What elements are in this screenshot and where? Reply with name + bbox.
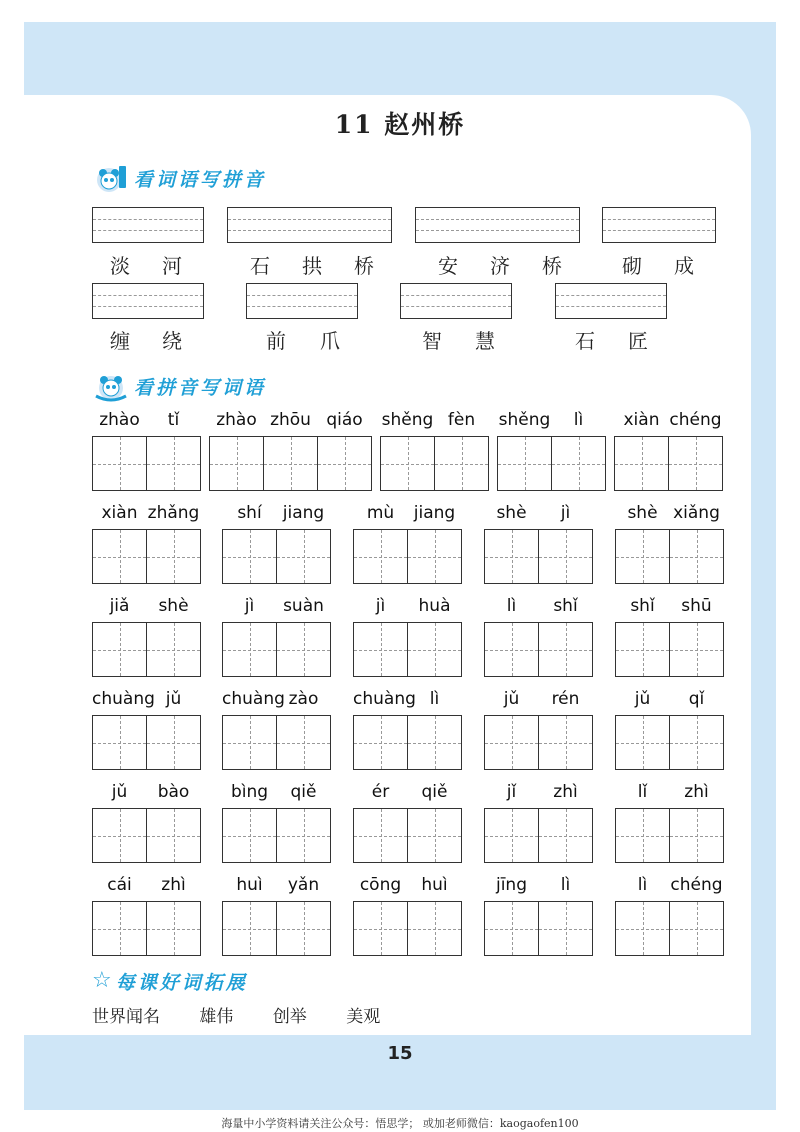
pinyin-syllable: lì <box>506 596 517 616</box>
pinyin-syllable: zhì <box>684 782 709 802</box>
tian-zi-ge-cell[interactable] <box>669 901 724 956</box>
pinyin-syllable: qiě <box>421 782 448 802</box>
character-writing-grid <box>222 715 330 770</box>
pinyin-syllable: rén <box>551 689 580 709</box>
pinyin-syllable: chuàng <box>353 689 416 709</box>
pinyin-syllable: huì <box>236 875 263 895</box>
character-writing-grid <box>484 715 592 770</box>
word-character: 匠 <box>628 329 648 353</box>
pinyin-syllable: xiǎng <box>673 503 720 523</box>
pinyin-syllable: jǔ <box>634 689 651 709</box>
tian-zi-ge-cell[interactable] <box>146 808 201 863</box>
tian-zi-ge-cell[interactable] <box>92 901 147 956</box>
extension-word: 世界闻名 <box>92 1007 160 1027</box>
tian-zi-ge-cell[interactable] <box>92 808 147 863</box>
pinyin-syllable: jì <box>244 596 255 616</box>
tian-zi-ge-cell[interactable] <box>353 529 408 584</box>
pinyin-syllable: jǔ <box>165 689 182 709</box>
pinyin-syllable: jǐ <box>506 782 517 802</box>
tian-zi-ge-cell[interactable] <box>538 808 593 863</box>
tian-zi-ge-cell[interactable] <box>276 715 331 770</box>
character-writing-grid <box>92 622 200 677</box>
word-character: 淡 <box>110 254 130 278</box>
tian-zi-ge-cell[interactable] <box>92 436 147 491</box>
pinyin-writing-box[interactable] <box>92 207 204 243</box>
pinyin-syllable: qǐ <box>688 689 705 709</box>
pinyin-syllable: jiang <box>413 503 456 523</box>
tian-zi-ge-cell[interactable] <box>317 436 372 491</box>
pinyin-syllable: yǎn <box>287 875 320 895</box>
pinyin-syllable: zhì <box>553 782 578 802</box>
tian-zi-ge-cell[interactable] <box>669 808 724 863</box>
pinyin-syllable: bào <box>157 782 190 802</box>
tian-zi-ge-cell[interactable] <box>146 901 201 956</box>
extension-word: 美观 <box>346 1007 381 1027</box>
tian-zi-ge-cell[interactable] <box>146 622 201 677</box>
word-character: 绕 <box>162 329 182 353</box>
pinyin-syllable: zhōu <box>270 410 311 430</box>
tian-zi-ge-cell[interactable] <box>614 436 669 491</box>
word-character: 爪 <box>320 329 340 353</box>
character-writing-grid <box>353 808 461 863</box>
pinyin-syllable: zhì <box>161 875 186 895</box>
character-writing-grid <box>353 622 461 677</box>
pinyin-syllable: shè <box>158 596 189 616</box>
tian-zi-ge-cell[interactable] <box>669 715 724 770</box>
tian-zi-ge-cell[interactable] <box>92 715 147 770</box>
pinyin-syllable: shěng <box>381 410 434 430</box>
word-character: 河 <box>162 254 182 278</box>
pinyin-syllable: shè <box>496 503 527 523</box>
tian-zi-ge-cell[interactable] <box>538 715 593 770</box>
word-character: 济 <box>490 254 510 278</box>
tian-zi-ge-cell[interactable] <box>222 715 277 770</box>
tian-zi-ge-cell[interactable] <box>407 901 462 956</box>
word-character: 砌 <box>622 254 642 278</box>
character-writing-grid <box>615 901 723 956</box>
pinyin-syllable: zhào <box>99 410 140 430</box>
tian-zi-ge-cell[interactable] <box>146 715 201 770</box>
pinyin-syllable: lì <box>429 689 440 709</box>
tian-zi-ge-cell[interactable] <box>497 436 552 491</box>
character-writing-grid <box>380 436 488 491</box>
character-writing-grid <box>484 901 592 956</box>
section-header-extension <box>92 965 248 997</box>
panda-icon <box>92 162 130 194</box>
tian-zi-ge-cell[interactable] <box>668 436 723 491</box>
pinyin-syllable: qiě <box>290 782 317 802</box>
pinyin-syllable: zhǎng <box>147 503 200 523</box>
page-number: 15 <box>387 1043 413 1064</box>
extension-word: 创举 <box>272 1007 307 1027</box>
pinyin-syllable: ér <box>371 782 390 802</box>
pinyin-syllable: lì <box>573 410 584 430</box>
pinyin-syllable: tǐ <box>167 410 180 430</box>
character-writing-grid <box>353 529 461 584</box>
section-title: 看拼音写词语 <box>134 376 267 399</box>
character-writing-grid <box>497 436 605 491</box>
pinyin-syllable: shǐ <box>553 596 578 616</box>
section-title: 看词语写拼音 <box>134 168 267 191</box>
tian-zi-ge-cell[interactable] <box>222 808 277 863</box>
character-writing-grid <box>92 715 200 770</box>
word-character: 石 <box>575 329 595 353</box>
pinyin-syllable: lì <box>560 875 571 895</box>
tian-zi-ge-cell[interactable] <box>615 715 670 770</box>
pinyin-writing-box[interactable] <box>246 283 358 319</box>
pinyin-syllable: jì <box>560 503 571 523</box>
pinyin-syllable: cái <box>107 875 132 895</box>
word-character: 拱 <box>302 254 322 278</box>
character-writing-grid <box>92 436 200 491</box>
pinyin-writing-box[interactable] <box>555 283 667 319</box>
footer-note: 海量中小学资料请关注公众号：悟思学； 或加老师微信：kaogaofen100 <box>221 1117 579 1130</box>
tian-zi-ge-cell[interactable] <box>353 808 408 863</box>
word-character: 智 <box>422 329 442 353</box>
character-writing-grid <box>222 808 330 863</box>
pinyin-syllable: xiàn <box>623 410 660 430</box>
tian-zi-ge-cell[interactable] <box>353 901 408 956</box>
pinyin-syllable: jǔ <box>503 689 520 709</box>
tian-zi-ge-cell[interactable] <box>538 901 593 956</box>
pinyin-syllable: lǐ <box>637 782 648 802</box>
tian-zi-ge-cell[interactable] <box>407 529 462 584</box>
character-writing-grid <box>615 529 723 584</box>
pinyin-syllable: cōng <box>359 875 402 895</box>
tian-zi-ge-cell[interactable] <box>353 715 408 770</box>
character-writing-grid <box>92 901 200 956</box>
pinyin-writing-box[interactable] <box>602 207 716 243</box>
pinyin-syllable: chuàng <box>222 689 285 709</box>
tian-zi-ge-cell[interactable] <box>484 901 539 956</box>
pinyin-syllable: suàn <box>283 596 324 616</box>
tian-zi-ge-cell[interactable] <box>669 622 724 677</box>
pinyin-syllable: huà <box>418 596 451 616</box>
tian-zi-ge-cell[interactable] <box>209 436 264 491</box>
character-writing-grid <box>484 622 592 677</box>
character-writing-grid <box>222 901 330 956</box>
pinyin-syllable: zào <box>288 689 319 709</box>
tian-zi-ge-cell[interactable] <box>615 622 670 677</box>
pinyin-syllable: fèn <box>447 410 476 430</box>
tian-zi-ge-cell[interactable] <box>263 436 318 491</box>
pinyin-syllable: chuàng <box>92 689 155 709</box>
pinyin-syllable: jì <box>375 596 386 616</box>
word-character: 桥 <box>354 254 374 278</box>
pinyin-syllable: zhào <box>216 410 257 430</box>
tian-zi-ge-cell[interactable] <box>484 622 539 677</box>
character-writing-grid <box>222 622 330 677</box>
pinyin-syllable: huì <box>421 875 448 895</box>
tian-zi-ge-cell[interactable] <box>615 901 670 956</box>
page-title: 11 赵州桥 <box>334 110 466 139</box>
tian-zi-ge-cell[interactable] <box>484 715 539 770</box>
star-icon: ☆ <box>92 968 112 993</box>
tian-zi-ge-cell[interactable] <box>669 529 724 584</box>
pinyin-writing-box[interactable] <box>92 283 204 319</box>
character-writing-grid <box>353 901 461 956</box>
section-header-read-words <box>92 162 266 194</box>
tian-zi-ge-cell[interactable] <box>615 808 670 863</box>
tian-zi-ge-cell[interactable] <box>484 529 539 584</box>
word-character: 桥 <box>542 254 562 278</box>
panda-icon <box>92 370 130 402</box>
tian-zi-ge-cell[interactable] <box>276 529 331 584</box>
tian-zi-ge-cell[interactable] <box>538 529 593 584</box>
pinyin-syllable: shí <box>237 503 262 523</box>
word-character: 慧 <box>475 329 495 353</box>
pinyin-writing-box[interactable] <box>227 207 392 243</box>
word-character: 前 <box>266 329 286 353</box>
tian-zi-ge-cell[interactable] <box>276 808 331 863</box>
pinyin-syllable: shū <box>681 596 712 616</box>
pinyin-syllable: chéng <box>670 875 723 895</box>
tian-zi-ge-cell[interactable] <box>353 622 408 677</box>
character-writing-grid <box>615 715 723 770</box>
pinyin-syllable: qiáo <box>326 410 363 430</box>
pinyin-writing-box[interactable] <box>400 283 512 319</box>
pinyin-syllable: bìng <box>230 782 269 802</box>
character-writing-grid <box>614 436 722 491</box>
tian-zi-ge-cell[interactable] <box>222 622 277 677</box>
tian-zi-ge-cell[interactable] <box>276 901 331 956</box>
tian-zi-ge-cell[interactable] <box>146 529 201 584</box>
pinyin-syllable: xiàn <box>101 503 138 523</box>
tian-zi-ge-cell[interactable] <box>434 436 489 491</box>
extension-word: 雄伟 <box>199 1007 234 1027</box>
tian-zi-ge-cell[interactable] <box>222 529 277 584</box>
tian-zi-ge-cell[interactable] <box>380 436 435 491</box>
section-header-write-words <box>92 370 266 402</box>
tian-zi-ge-cell[interactable] <box>551 436 606 491</box>
tian-zi-ge-cell[interactable] <box>407 715 462 770</box>
tian-zi-ge-cell[interactable] <box>222 901 277 956</box>
character-writing-grid <box>484 808 592 863</box>
tian-zi-ge-cell[interactable] <box>146 436 201 491</box>
pinyin-syllable: mù <box>366 503 395 523</box>
tian-zi-ge-cell[interactable] <box>407 622 462 677</box>
character-writing-grid <box>615 808 723 863</box>
section-title: 每课好词拓展 <box>115 971 248 994</box>
tian-zi-ge-cell[interactable] <box>276 622 331 677</box>
character-writing-grid <box>484 529 592 584</box>
pinyin-syllable: jiang <box>282 503 325 523</box>
tian-zi-ge-cell[interactable] <box>538 622 593 677</box>
tian-zi-ge-cell[interactable] <box>615 529 670 584</box>
pinyin-syllable: jiǎ <box>109 596 130 616</box>
word-character: 石 <box>250 254 270 278</box>
extension-words <box>92 1002 404 1027</box>
character-writing-grid <box>92 808 200 863</box>
pinyin-syllable: jīng <box>495 875 527 895</box>
character-writing-grid <box>353 715 461 770</box>
word-character: 成 <box>674 254 694 278</box>
tian-zi-ge-cell[interactable] <box>92 529 147 584</box>
word-character: 缠 <box>110 329 130 353</box>
pinyin-syllable: lì <box>637 875 648 895</box>
word-character: 安 <box>438 254 458 278</box>
pinyin-writing-box[interactable] <box>415 207 580 243</box>
tian-zi-ge-cell[interactable] <box>92 622 147 677</box>
tian-zi-ge-cell[interactable] <box>407 808 462 863</box>
character-writing-grid <box>209 436 371 491</box>
character-writing-grid <box>222 529 330 584</box>
character-writing-grid <box>615 622 723 677</box>
pinyin-syllable: shěng <box>498 410 551 430</box>
character-writing-grid <box>92 529 200 584</box>
tian-zi-ge-cell[interactable] <box>484 808 539 863</box>
pinyin-syllable: shè <box>627 503 658 523</box>
pinyin-syllable: chéng <box>669 410 722 430</box>
pinyin-syllable: shǐ <box>630 596 655 616</box>
pinyin-syllable: jǔ <box>111 782 128 802</box>
